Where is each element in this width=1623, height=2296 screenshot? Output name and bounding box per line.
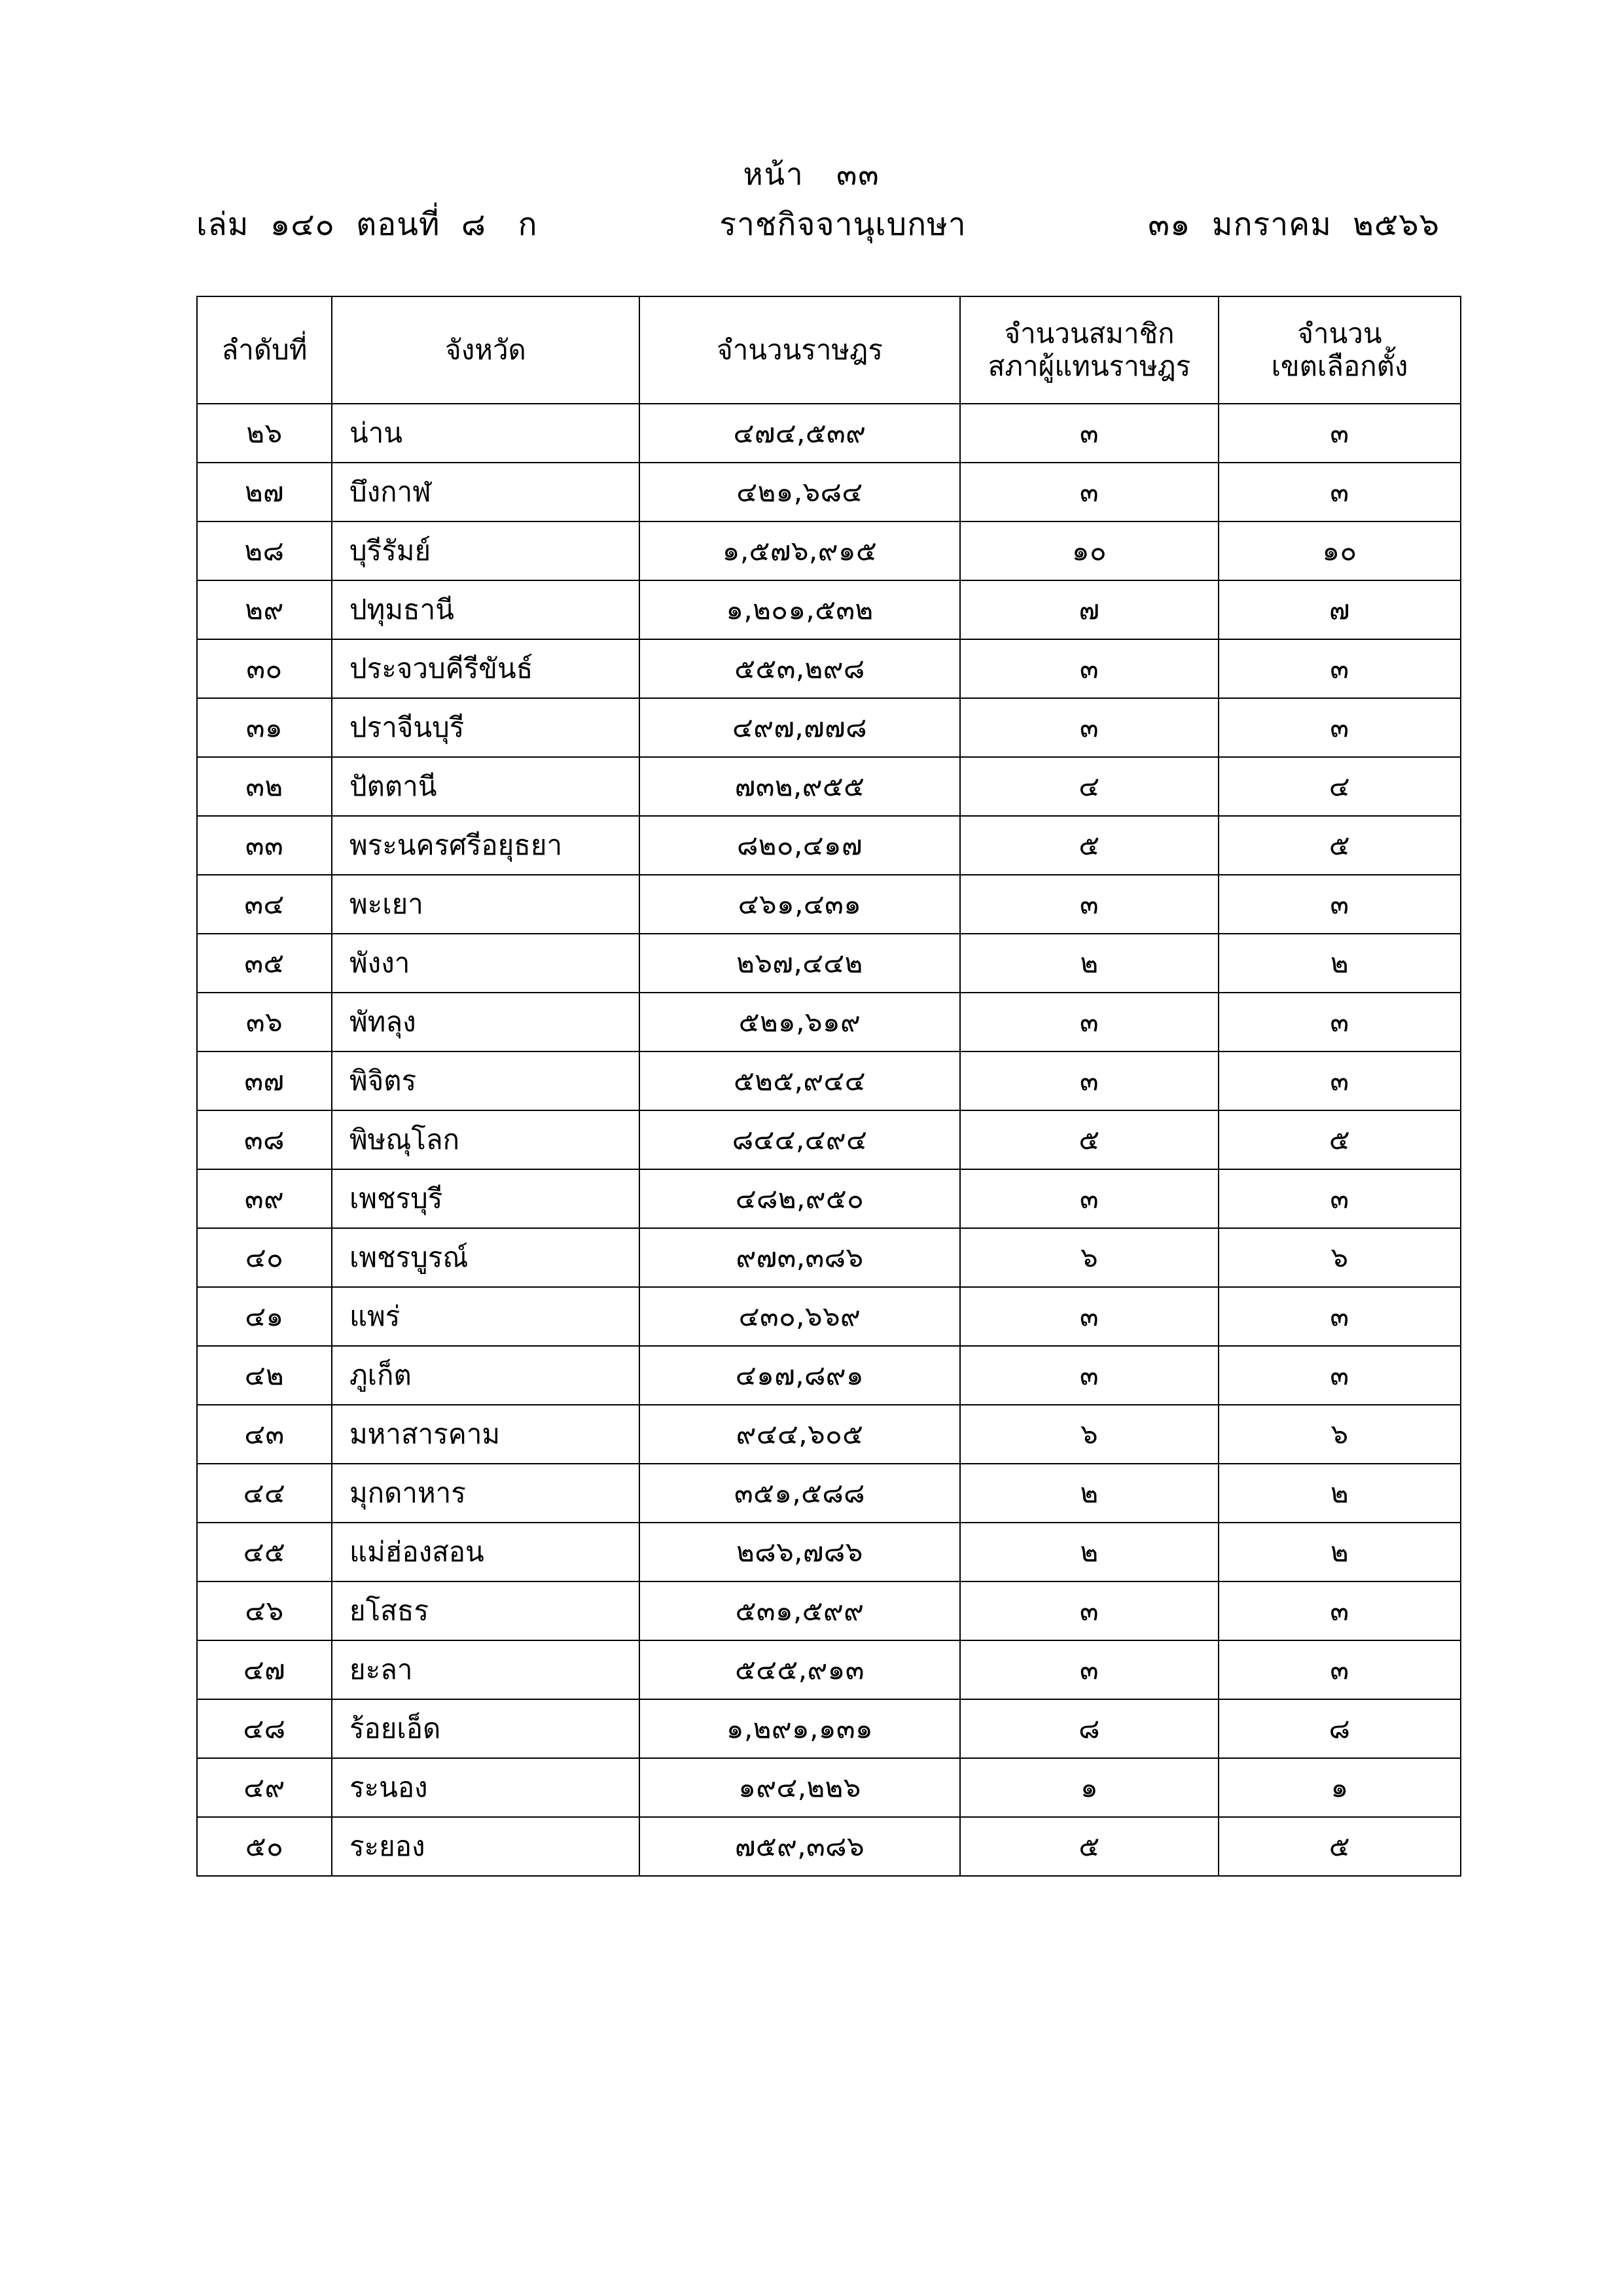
cell-district-count: ๓: [1219, 1346, 1461, 1405]
cell-province-name: พะเยา: [332, 875, 639, 934]
table-row: [197, 1051, 1461, 1110]
cell-province-name: มหาสารคาม: [332, 1405, 639, 1464]
cell-district-count: ๒: [1219, 1523, 1461, 1581]
table-row: [197, 993, 1461, 1051]
cell-district-count: ๕: [1219, 1110, 1461, 1169]
cell-order: ๔๘: [197, 1699, 332, 1758]
cell-order: ๓๐: [197, 639, 332, 698]
cell-order: ๓๘: [197, 1110, 332, 1169]
cell-district-count: ๓: [1219, 875, 1461, 934]
cell-mp-count: ๓: [960, 404, 1219, 463]
cell-population: ๓๕๑,๕๘๘: [639, 1464, 960, 1523]
table-row: [197, 463, 1461, 521]
table-row: [197, 1110, 1461, 1169]
column-header-mp-line1: จำนวนสมาชิก: [1004, 317, 1175, 350]
cell-district-count: ๕: [1219, 1817, 1461, 1876]
column-header-district-count: [1219, 296, 1461, 404]
publication-date: ๓๑ มกราคม ๒๕๖๖: [1148, 206, 1440, 243]
cell-mp-count: ๖: [960, 1228, 1219, 1287]
cell-population: ๕๕๓,๒๙๘: [639, 639, 960, 698]
cell-district-count: ๓: [1219, 639, 1461, 698]
cell-order: ๔๓: [197, 1405, 332, 1464]
cell-district-count: ๓: [1219, 1640, 1461, 1699]
table-row: [197, 698, 1461, 757]
cell-mp-count: ๘: [960, 1699, 1219, 1758]
cell-population: ๔๙๗,๗๗๘: [639, 698, 960, 757]
column-header-mp-line2: สภาผู้แทนราษฎร: [988, 350, 1191, 382]
cell-mp-count: ๒: [960, 1464, 1219, 1523]
cell-population: ๕๒๑,๖๑๙: [639, 993, 960, 1051]
cell-order: ๔๔: [197, 1464, 332, 1523]
cell-province-name: พิษณุโลก: [332, 1110, 639, 1169]
cell-mp-count: ๓: [960, 993, 1219, 1051]
cell-order: ๔๐: [197, 1228, 332, 1287]
cell-order: ๓๓: [197, 816, 332, 875]
cell-district-count: ๓: [1219, 463, 1461, 521]
cell-province-name: เพชรบูรณ์: [332, 1228, 639, 1287]
cell-mp-count: ๓: [960, 463, 1219, 521]
cell-order: ๒๘: [197, 521, 332, 580]
cell-mp-count: ๑: [960, 1758, 1219, 1817]
page-number-line: หน้า ๓๓: [743, 156, 880, 192]
cell-province-name: แพร่: [332, 1287, 639, 1346]
cell-population: ๔๖๑,๔๓๑: [639, 875, 960, 934]
table-row: [197, 1405, 1461, 1464]
table-row: [197, 1758, 1461, 1817]
cell-population: ๕๓๑,๕๙๙: [639, 1581, 960, 1640]
column-header-mp-count: [960, 296, 1219, 404]
cell-population: ๕๒๕,๙๔๔: [639, 1051, 960, 1110]
cell-order: ๒๗: [197, 463, 332, 521]
table-row: [197, 875, 1461, 934]
cell-mp-count: ๓: [960, 1581, 1219, 1640]
cell-district-count: ๓: [1219, 698, 1461, 757]
cell-mp-count: ๓: [960, 875, 1219, 934]
cell-province-name: ปทุมธานี: [332, 580, 639, 639]
table-row: [197, 1169, 1461, 1228]
cell-order: ๔๗: [197, 1640, 332, 1699]
cell-population: ๑,๒๐๑,๕๓๒: [639, 580, 960, 639]
cell-order: ๓๗: [197, 1051, 332, 1110]
table-row: [197, 816, 1461, 875]
table-header: [197, 296, 1461, 404]
cell-population: ๙๗๓,๓๘๖: [639, 1228, 960, 1287]
table-header-row: [197, 296, 1461, 404]
cell-order: ๕๐: [197, 1817, 332, 1876]
cell-district-count: ๘: [1219, 1699, 1461, 1758]
cell-mp-count: ๒: [960, 1523, 1219, 1581]
cell-order: ๒๖: [197, 404, 332, 463]
table-row: [197, 1523, 1461, 1581]
table-row: [197, 1287, 1461, 1346]
cell-province-name: ยะลา: [332, 1640, 639, 1699]
column-header-district-line1: จำนวน: [1297, 317, 1382, 350]
cell-order: ๓๖: [197, 993, 332, 1051]
cell-population: ๕๔๕,๙๑๓: [639, 1640, 960, 1699]
cell-order: ๔๙: [197, 1758, 332, 1817]
cell-province-name: ประจวบคีรีขันธ์: [332, 639, 639, 698]
cell-province-name: เพชรบุรี: [332, 1169, 639, 1228]
cell-mp-count: ๖: [960, 1405, 1219, 1464]
table-row: [197, 1817, 1461, 1876]
cell-province-name: บุรีรัมย์: [332, 521, 639, 580]
cell-mp-count: ๕: [960, 1817, 1219, 1876]
cell-district-count: ๑๐: [1219, 521, 1461, 580]
cell-district-count: ๓: [1219, 1051, 1461, 1110]
cell-order: ๓๙: [197, 1169, 332, 1228]
table-row: [197, 1581, 1461, 1640]
cell-mp-count: ๓: [960, 639, 1219, 698]
cell-population: ๔๑๗,๘๙๑: [639, 1346, 960, 1405]
cell-population: ๔๗๔,๕๓๙: [639, 404, 960, 463]
table-row: [197, 757, 1461, 816]
cell-order: ๔๒: [197, 1346, 332, 1405]
cell-population: ๘๔๔,๔๙๔: [639, 1110, 960, 1169]
cell-province-name: ยโสธร: [332, 1581, 639, 1640]
cell-population: ๙๔๔,๖๐๕: [639, 1405, 960, 1464]
cell-order: ๓๕: [197, 934, 332, 993]
cell-order: ๔๑: [197, 1287, 332, 1346]
cell-population: ๔๒๑,๖๘๔: [639, 463, 960, 521]
cell-district-count: ๒: [1219, 1464, 1461, 1523]
cell-province-name: บึงกาฬ: [332, 463, 639, 521]
table-row: [197, 580, 1461, 639]
cell-district-count: ๖: [1219, 1405, 1461, 1464]
cell-order: ๓๑: [197, 698, 332, 757]
column-header-district-line2: เขตเลือกตั้ง: [1271, 350, 1408, 382]
cell-order: ๔๖: [197, 1581, 332, 1640]
cell-population: ๑๙๔,๒๒๖: [639, 1758, 960, 1817]
cell-population: ๑,๕๗๖,๙๑๕: [639, 521, 960, 580]
cell-mp-count: ๓: [960, 1051, 1219, 1110]
masthead-row: [196, 200, 1440, 249]
cell-district-count: ๓: [1219, 1169, 1461, 1228]
cell-population: ๗๓๒,๙๕๕: [639, 757, 960, 816]
table-row: [197, 1699, 1461, 1758]
cell-province-name: มุกดาหาร: [332, 1464, 639, 1523]
column-header-province: จังหวัด: [332, 296, 639, 404]
cell-population: ๗๕๙,๓๘๖: [639, 1817, 960, 1876]
table-row: [197, 1640, 1461, 1699]
table-row: [197, 1346, 1461, 1405]
cell-province-name: พิจิตร: [332, 1051, 639, 1110]
cell-mp-count: ๔: [960, 757, 1219, 816]
cell-district-count: ๓: [1219, 1287, 1461, 1346]
cell-mp-count: ๓: [960, 1169, 1219, 1228]
cell-order: ๓๔: [197, 875, 332, 934]
cell-district-count: ๒: [1219, 934, 1461, 993]
cell-province-name: พระนครศรีอยุธยา: [332, 816, 639, 875]
cell-province-name: พัทลุง: [332, 993, 639, 1051]
cell-district-count: ๓: [1219, 404, 1461, 463]
cell-mp-count: ๕: [960, 816, 1219, 875]
cell-district-count: ๓: [1219, 993, 1461, 1051]
cell-mp-count: ๑๐: [960, 521, 1219, 580]
table-row: [197, 1228, 1461, 1287]
cell-population: ๒๖๗,๔๔๒: [639, 934, 960, 993]
table-body: [197, 404, 1461, 1876]
cell-province-name: น่าน: [332, 404, 639, 463]
cell-district-count: ๓: [1219, 1581, 1461, 1640]
cell-population: ๘๒๐,๔๑๗: [639, 816, 960, 875]
cell-population: ๔๘๒,๙๕๐: [639, 1169, 960, 1228]
cell-mp-count: ๓: [960, 1640, 1219, 1699]
cell-mp-count: ๒: [960, 934, 1219, 993]
cell-province-name: ระยอง: [332, 1817, 639, 1876]
cell-province-name: ปัตตานี: [332, 757, 639, 816]
cell-population: ๑,๒๙๑,๑๓๑: [639, 1699, 960, 1758]
table-row: [197, 1464, 1461, 1523]
provinces-table: [196, 296, 1461, 1877]
cell-mp-count: ๕: [960, 1110, 1219, 1169]
table-row: [197, 404, 1461, 463]
table-row: [197, 934, 1461, 993]
cell-province-name: ร้อยเอ็ด: [332, 1699, 639, 1758]
cell-province-name: ปราจีนบุรี: [332, 698, 639, 757]
cell-province-name: พังงา: [332, 934, 639, 993]
cell-province-name: ภูเก็ต: [332, 1346, 639, 1405]
cell-district-count: ๖: [1219, 1228, 1461, 1287]
column-header-order: ลำดับที่: [197, 296, 332, 404]
cell-mp-count: ๓: [960, 698, 1219, 757]
volume-issue-label: เล่ม ๑๔๐ ตอนที่ ๘ ก: [196, 206, 538, 243]
cell-district-count: ๑: [1219, 1758, 1461, 1817]
cell-district-count: ๔: [1219, 757, 1461, 816]
cell-order: ๓๒: [197, 757, 332, 816]
cell-mp-count: ๓: [960, 1287, 1219, 1346]
cell-district-count: ๗: [1219, 580, 1461, 639]
table-row: [197, 639, 1461, 698]
cell-order: ๒๙: [197, 580, 332, 639]
cell-province-name: แม่ฮ่องสอน: [332, 1523, 639, 1581]
cell-order: ๔๕: [197, 1523, 332, 1581]
cell-district-count: ๕: [1219, 816, 1461, 875]
cell-province-name: ระนอง: [332, 1758, 639, 1817]
column-header-population: จำนวนราษฎร: [639, 296, 960, 404]
table-row: [197, 521, 1461, 580]
gazette-title: ราชกิจจานุเบกษา: [719, 206, 967, 243]
cell-population: ๔๓๐,๖๖๙: [639, 1287, 960, 1346]
cell-mp-count: ๓: [960, 1346, 1219, 1405]
provinces-table-wrapper: [196, 296, 1427, 1877]
cell-population: ๒๘๖,๗๘๖: [639, 1523, 960, 1581]
cell-mp-count: ๗: [960, 580, 1219, 639]
